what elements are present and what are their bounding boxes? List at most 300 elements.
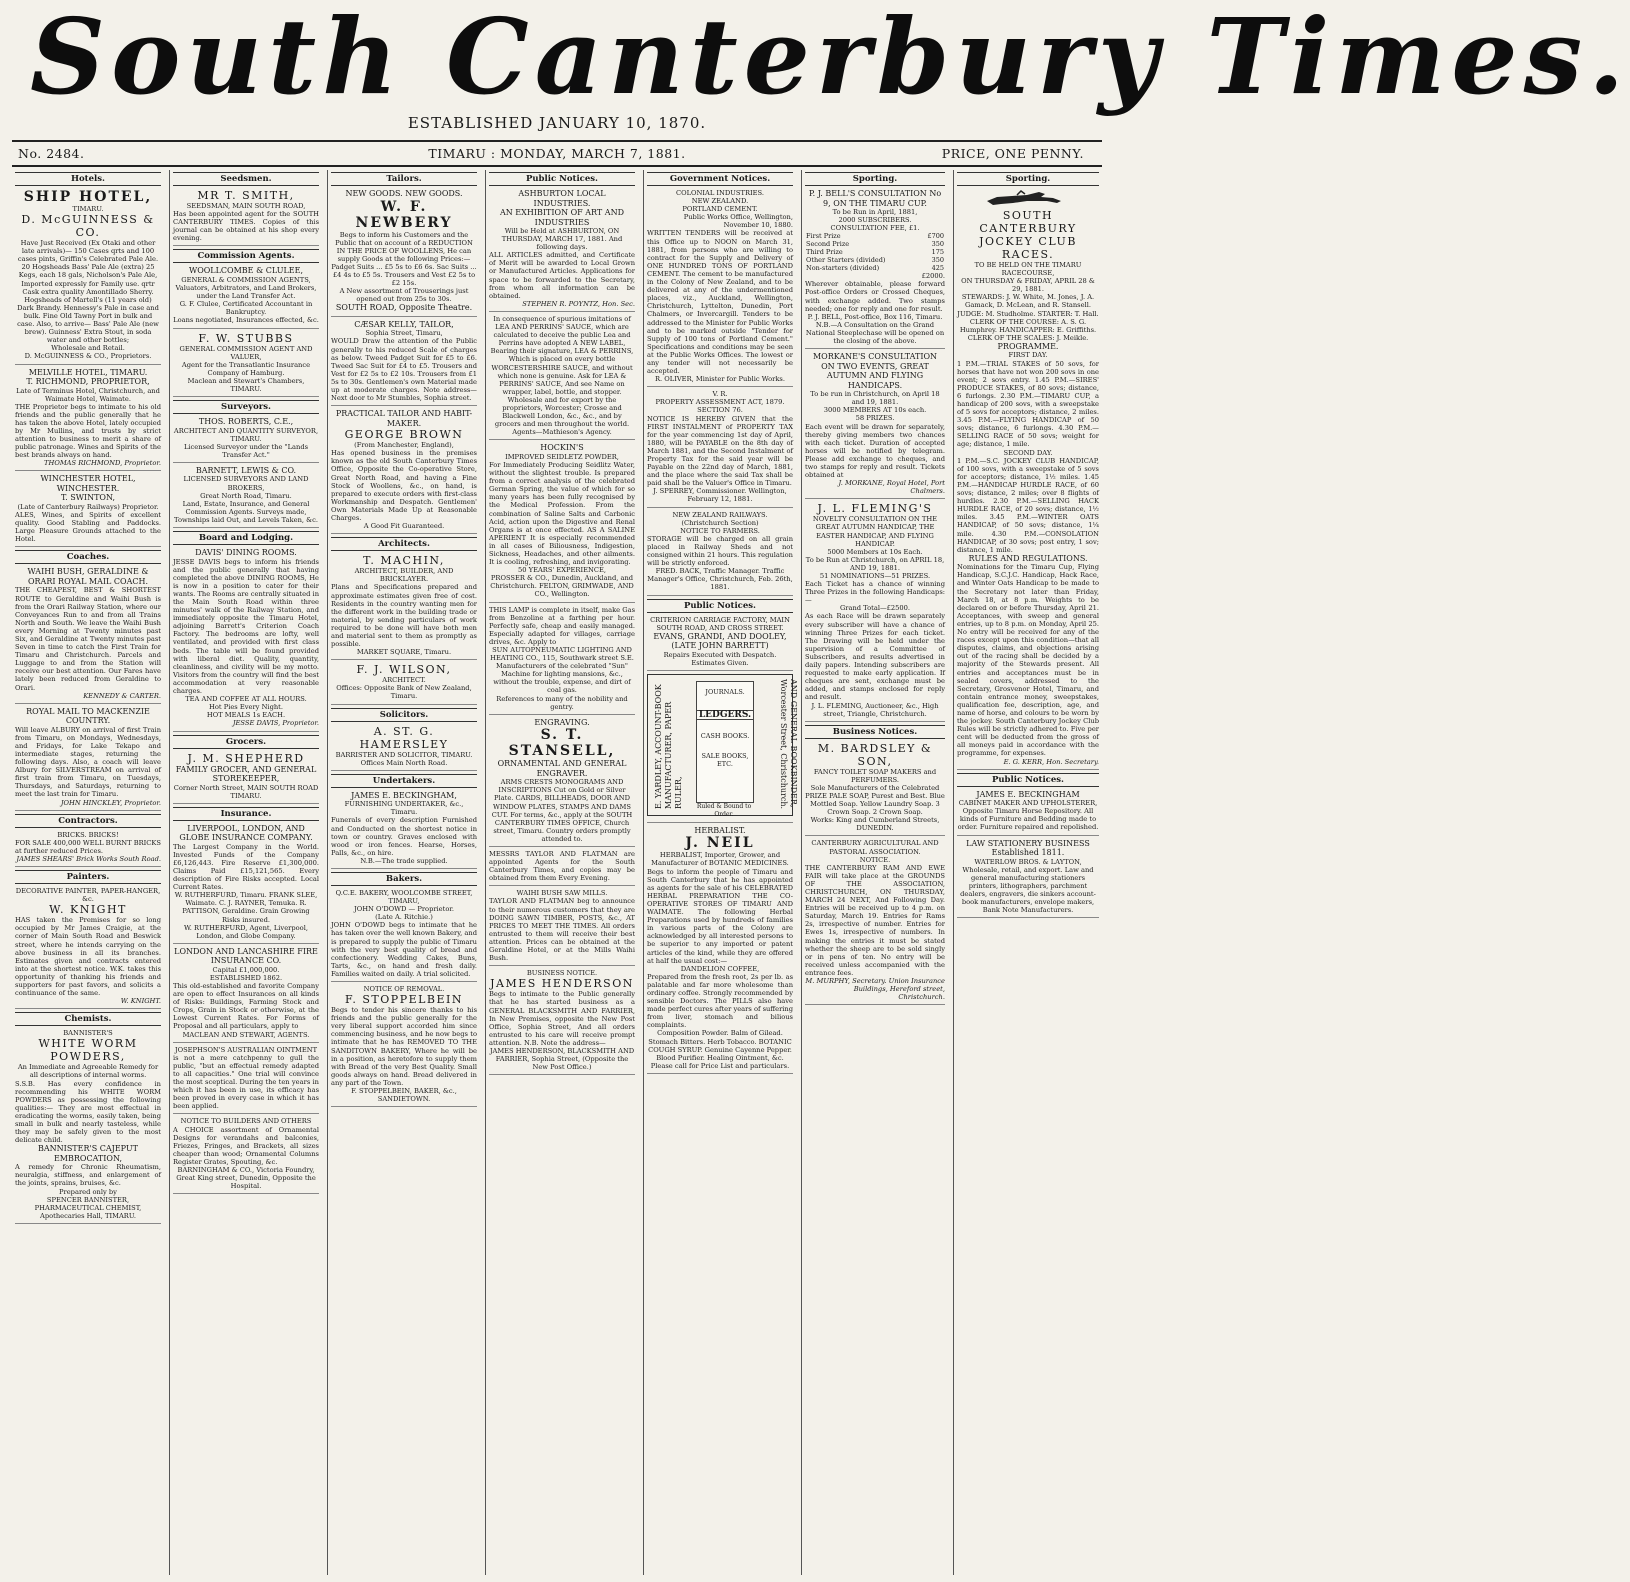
ad-winchester — [15, 474, 161, 547]
ad-body: JOHN O'DOWD begs to intimate that he has taken over the well known Bakery, and is prepared to supply the public of Timaru with the very best quality of bread and confectionery. Wedding Cakes, Buns, Tarts, &c., on hand and fresh daily. Families waited on daily. A trial solicited. — [331, 921, 477, 978]
ad-held: Will be Held at ASHBURTON, ON THURSDAY, MARCH 17, 1881. And following days. — [501, 227, 623, 252]
ad-title: ROYAL MAIL TO MACKENZIE COUNTRY. — [26, 706, 150, 726]
column-4 — [485, 170, 638, 1575]
section-heading-government: Government Notices. — [647, 172, 793, 186]
ad-date: To be Run in April, 1881, — [832, 208, 918, 216]
ad-experience: 50 YEARS' EXPERIENCE, — [518, 566, 606, 575]
ad-subtitle: AN EXHIBITION OF ART AND INDUSTRIES — [499, 208, 624, 227]
ad-title: DECORATIVE PAINTER, PAPER-HANGER, &c. — [15, 887, 161, 904]
ad-name: JOHN O'DOWD — Proprietor. — [354, 905, 454, 914]
section-heading-grocers: Grocers. — [173, 735, 319, 749]
ad-title: SOUTH CANTERBURY JOCKEY CLUB RACES. — [979, 209, 1077, 261]
ad-date: ON THURSDAY & FRIDAY, APRIL 28 & 29, 1881. — [961, 277, 1095, 294]
ad-body: Licensed Surveyor under the "Lands Transfer Act." — [183, 442, 309, 459]
ad-body: NOTICE IS HEREBY GIVEN that the FIRST INSTALMENT of PROPERTY TAX for the year commencing 1st day of April, 1880, will be PAYABLE on the 8th day of March 1881, and the Second Instalment of Property Tax for the said year will be Payable on the 22nd day of March, 1881, and the place where the said Tax shall be paid shall be the Valuer's Office in Timaru. — [647, 414, 793, 488]
ad-body: THE CHEAPEST, BEST & SHORTEST ROUTE to Geraldine and Waihi Bush is from the Orari Railway Station, where our Conveyances Run to and from all Trains North and South. We leave the Waihi Bush every Morning at Twenty minutes past Six, and Geraldine at Twenty minutes past Seven in time to catch the First Train for Timaru and Christchurch. Parcels and Luggage to and from the Station will receive our best attention. Our Fares have lately been reduced from Geraldine to Orari. — [15, 586, 161, 692]
ad-footer: N.B.—The trade supplied. — [360, 856, 448, 865]
ad-footer: A New assortment of Trouserings just opened out from 25s to 30s. — [339, 287, 469, 304]
ad-sawmills — [489, 889, 635, 966]
section-heading-business: Business Notices. — [805, 725, 945, 739]
ad-title: NOTICE TO BUILDERS AND OTHERS — [180, 1117, 312, 1126]
ad-signature: PROSSER & CO., Dunedin, Auckland, and Christchurch. FELTON, GRIMWADE, AND CO., Wellington. — [490, 574, 634, 599]
ad-name: THOS. ROBERTS, C.E., — [198, 417, 294, 427]
ad-bricks — [15, 831, 161, 867]
prize-amount: 175 — [931, 248, 944, 257]
ad-lea-perrins — [489, 315, 635, 440]
prize-label: Third Prize — [806, 248, 843, 257]
ad-signature: THOMAS RICHMOND, Proprietor. — [44, 459, 161, 468]
ad-subtitle: An Immediate and Agreeable Remedy for all descriptions of internal worms. — [17, 1063, 159, 1080]
ad-fleming — [805, 502, 945, 721]
ad-subscribers: 2000 SUBSCRIBERS. — [838, 216, 912, 225]
ad-vertical-title: E. YARDLEY, ACCOUNT-BOOK MANUFACTURER, PAPER RULER, — [654, 684, 683, 809]
column-7 — [953, 170, 1102, 1575]
ad-body: GENERAL & COMMISSION AGENTS, Valuators, Arbitrators, and Land Brokers, under the Land Transfer Act. — [175, 275, 317, 301]
ad-name: J. M. SHEPHERD — [187, 751, 305, 765]
ad-body: Begs to intimate to the Public generally that he has started business as a GENERAL BLACKSMITH AND FARRIER, In New Premises, opposite the New Post Office, Sophia Street, And all orders entrusted to his care will receive prompt attention. N.B. Note the address— — [489, 990, 635, 1047]
ad-pastoral — [805, 839, 945, 1005]
ad-signature: W. KNIGHT. — [120, 997, 161, 1006]
ad-officials: JUDGE: M. Studholme. STARTER: T. Hall. CLERK OF THE COURSE: A. S. G. Humphrey. HANDICAPPER: E. Griffiths. CLERK OF THE SCALES: J. Meikle. — [957, 309, 1099, 342]
ad-body: Begs to inform his Customers and the Public that on account of a REDUCTION IN THE PRICE OF WOOLLENS, He can supply Goods at the following Prices:— — [335, 230, 473, 263]
ad-kicker: ENGRAVING. — [534, 717, 590, 727]
column-6 — [801, 170, 948, 1575]
ad-prices: Padget Suits ... £5 5s to £6 6s. Sac Suits ... £4 4s to £5 5s. Trousers and Vest £2 5s to £2 15s. — [331, 262, 477, 288]
ad-notice: NOTICE. — [859, 855, 891, 864]
section-heading-board: Board and Lodging. — [173, 531, 319, 545]
ad-title: P. J. BELL'S CONSULTATION No 9, ON THE TIMARU CUP. — [808, 189, 942, 208]
ad-lamp — [489, 606, 635, 715]
column-1 — [12, 170, 164, 1575]
ad-bell — [805, 189, 945, 349]
ad-signature: SUN AUTOPNEUMATIC LIGHTING AND HEATING CO., 115, Southwark street S.E. Manufacturers of the celebrated "Sun" Machine for lighting mansions, &c., without the trouble, expense, and dirt of coal gas. — [490, 646, 634, 695]
ad-subtitle: GENERAL COMMISSION AGENT AND VALUER, — [179, 344, 313, 361]
ad-address: Offices Main North Road. — [360, 758, 448, 767]
ad-name: T. SWINTON, — [60, 493, 116, 503]
ad-names: EVANS, GRANDI, AND DOOLEY, (LATE JOHN BARRETT) — [653, 631, 787, 651]
ad-subtitle: HERBALIST, Importer, Grower, and Manufacturer of BOTANIC MEDICINES. — [651, 851, 789, 868]
ad-prepared: Prepared only by — [59, 1187, 117, 1196]
ad-body: Begs to tender his sincere thanks to his friends and the public generally for the very liberal support accorded him since commencing business, and he now begs to intimate that he has REMOVED TO THE SANDITOWN BAKERY, Where he will be in a position, as heretofore to supply them with Bread of the very Best Quality. Small goods always on hand. Bread delivered in any part of the Town. — [331, 1006, 477, 1087]
ad-body: Repairs Executed with Despatch. Estimates Given. — [663, 650, 777, 667]
ad-name: JAMES HENDERSON — [490, 977, 634, 991]
ad-subtitle: FAMILY GROCER, AND GENERAL STOREKEEPER, — [175, 764, 317, 783]
ledger-panel — [647, 674, 798, 818]
section-heading-tailors: Tailors. — [331, 172, 477, 186]
ad-name: W. F. NEWBERY — [355, 198, 453, 231]
ad-footer: Loans negotiated, Insurances effected, &c. — [173, 316, 319, 325]
prize-amount: £700 — [927, 232, 944, 241]
prize-amount: 425 — [931, 264, 944, 273]
programme-heading: PROGRAMME. — [997, 341, 1059, 351]
prize-row — [805, 232, 945, 240]
ad-product: DANDELION COFFEE, — [680, 964, 760, 973]
prize-row — [805, 264, 945, 272]
ad-stubbs — [173, 332, 319, 398]
section-heading-chemists: Chemists. — [15, 1012, 161, 1026]
section-heading-public-2: Public Notices. — [957, 773, 1099, 787]
ad-smith — [173, 189, 319, 246]
ad-notice: NOTICE TO FARMERS. — [680, 526, 760, 535]
ad-title: WAIHI BUSH SAW MILLS. — [516, 889, 608, 898]
ad-body: THE CANTERBURY RAM AND EWE FAIR will take place at the GROUNDS OF THE ASSOCIATION, CHRISTCHURCH, ON THURSDAY, MARCH 24 NEXT, And Following Day. Entries will be received up to 4 p.m. on Saturday, March 19. Entries for Rams 2s, irrespective of number. Entries for Ewes 1s, irrespective of numbers. In making the entries it must be stated whether the sheep are to be sold singly or in pens of ten. No entry will be received unless accompanied with the entrance fees. — [805, 863, 945, 977]
ad-body: Land, Estate, Insurance, and General Commission Agents. Surveys made, Townships laid Out, and Levels Taken, &c. — [174, 499, 318, 524]
ad-title: PRACTICAL TAILOR AND HABIT-MAKER. — [335, 409, 473, 428]
ad-title: CANTERBURY AGRICULTURAL AND PASTORAL ASSOCIATION. — [811, 839, 939, 856]
prize-label: Second Prize — [806, 240, 850, 249]
ad-references: References to many of the nobility and gentry. — [496, 694, 628, 711]
prize-row — [805, 240, 945, 248]
ad-vr: V. R. — [712, 390, 728, 399]
ad-subtitle: FURNISHING UNDERTAKER, &c., Timaru. — [344, 800, 464, 817]
ad-body: ALL ARTICLES admitted, and Certificate of Merit will be awarded to Local Grown or Manufactured Articles. Applications for space to be forwarded to the Secretary, from whom all information can be obtained. — [489, 251, 635, 300]
ad-signature: KENNEDY & CARTER. — [83, 691, 161, 700]
top-rule — [12, 140, 1102, 142]
ad-body: ALES, Wines, and Spirits of excellent quality. Good Stabling and Paddocks. Large Pleasure Grounds attached to the Hotel. — [15, 511, 161, 544]
ad-henderson — [489, 969, 635, 1075]
ad-name: MR T. SMITH, — [197, 189, 295, 202]
ad-title: PORTLAND CEMENT. — [682, 205, 758, 214]
ad-body: is not a mere catchpenny to gull the public, "but an effectual remedy adapted to all capacities." One trial will convince the most sceptical. During the ten years in which it has been in use, its efficacy has been proved in every case in which it has been applied. — [173, 1053, 319, 1111]
column-3 — [327, 170, 480, 1575]
ad-signature: W. RUTHERFURD, Agent, Liverpool, London, and Globe Company. — [184, 923, 308, 940]
ad-body: For Immediately Producing Seidlitz Water, without the slightest trouble. Is prepared from a correct analysis of the celebrated German Spring, the value of which for so many years has been fully recognised by the Medical Profession. From the combination of Saline Salts and Carbonic Acid, action upon the Digestive and Renal Organs is at once effected. AS A SALINE APERIENT It is especially recommended in all cases of Biliousness, Indigestion, Sickness, Headaches, and other ailments. It is cooling, refreshing, and invigorating. — [489, 460, 635, 567]
ledger-sale: SALE BOOKS, ETC. — [701, 752, 749, 769]
ad-country: NEW ZEALAND. — [691, 197, 749, 206]
ad-subtitle: ARCHITECT, BUILDER, AND BRICKLAYER. — [354, 567, 454, 584]
ad-body: S.S.B. Has every confidence in recommending his WHITE WORM POWDERS as possessing the following qualities:— They are most effectual in eradicating the worms, easily taken, being small in bulk and nearly tasteless, while they may be safely given to the most delicate child. — [15, 1079, 161, 1145]
prize-label: First Prize — [806, 232, 841, 241]
ad-knight — [15, 887, 161, 1009]
second-day-body: 1 P.M.—S.C. JOCKEY CLUB HANDICAP, of 100 sovs, with a sweepstake of 5 sovs for acceptors; distance, 1½ miles. 1.45 P.M.—HANDICAP HURDLE RACE, of 60 sovs; distance, 2 miles; over 8 flights of hurdles. 2.30 P.M.—SELLING HACK HURDLE RACE, of 20 sovs; distance, 1½ miles. 3.45 P.M.—WINTER OATS HANDICAP, of 50 sovs; distance, 1¼ mile. 4.30 P.M.—CONSOLATION HANDICAP, of 30 sovs; post entry, 1 sov; distance, 1 mile. — [957, 456, 1099, 554]
ad-footer: Please call for Price List and particulars. — [650, 1061, 790, 1070]
ad-body: Funerals of every description Furnished and Conducted on the shortest notice in town or country. Graves enclosed with wood or iron fences. Hearse, Horses, Palls, &c., on hire. — [331, 816, 477, 857]
ad-body: WRITTEN TENDERS will be received at this Office up to NOON on March 31, 1881, from persons who are willing to contract for the Supply and Delivery of ONE HUNDRED TONS OF PORTLAND CEMENT. The cement to be manufactured in the Colony of New Zealand, and to be delivered at any of the undermentioned places, viz., Auckland, Wellington, Christchurch, Lyttelton, Dunedin, Port Chalmers, or Invercargill. Tenders to be addressed to the Minister for Public Works and to be marked outside "Tender for Supply of 100 tons of Portland Cement." Specifications and conditions may be seen at the Public Works Offices. The lowest or any tender will not necessarily be accepted. — [647, 229, 793, 376]
ad-woollcombe — [173, 266, 319, 328]
ad-signature: SPENCER BANNISTER, PHARMACEUTICAL CHEMIST, — [34, 1195, 142, 1212]
ad-name: S. T. STANSELL, — [508, 727, 616, 760]
ad-subtitle: (Christchurch Section) — [681, 518, 759, 527]
dateline-rule — [12, 165, 1102, 167]
ad-title: CRITERION CARRIAGE FACTORY, MAIN SOUTH ROAD, AND CROSS STREET. — [650, 615, 790, 632]
ad-subtitle: FANCY TOILET SOAP MAKERS and PERFUMERS. — [813, 767, 937, 784]
ad-name: JAMES E. BECKINGHAM — [976, 789, 1080, 799]
prize-row — [805, 248, 945, 256]
ad-stewards: STEWARDS: J. W. White, M. Jones, J. A. Gamack, D. McLean, and R. Stansell. — [961, 293, 1095, 310]
ad-body: WATERLOW BROS. & LAYTON, Wholesale, retail, and export. Law and general manufacturing stationers printers, lithographers, parchment dealers, engravers, die sinkers account-book manufacturers, envelope makers, — [960, 857, 1096, 906]
ledger-ruled: Ruled & Bound to Order. — [696, 802, 752, 818]
ad-agents: W. RUTHERFURD, Timaru. FRANK SLEE, Waimate. C. J. RAYNER, Temuka. R. PATTISON, Geraldine. Grain Growing Risks insured. — [174, 891, 318, 924]
ad-signature: Bank Note Manufacturers. — [982, 906, 1074, 915]
ad-body: Begs to inform the people of Timaru and South Canterbury that he has appointed as agents for the sale of his CELEBRATED HERBAL PREPARATION THE CO-OPERATIVE STORES OF TIMARU AND WAIMATE. The following Herbal Preparations used by hundreds of families in various parts of the Colony are acknowledged by all interested persons to be superior to any imported or patent articles of the kind, while they are offered at half the usual cost:— — [647, 867, 793, 965]
ad-liverpool — [173, 824, 319, 944]
section-heading-surveyors: Surveyors. — [173, 400, 319, 414]
ad-body: THIS LAMP is complete in itself, make Gas from Benzoline at a farthing per hour. Perfectly safe, cheap and easily managed. Especially adapted for villages, carriage drives, &c. Apply to — [489, 605, 635, 646]
ad-title: ASHBURTON LOCAL INDUSTRIES. — [518, 189, 606, 208]
ad-vertical-right: AND GENERAL BOOKBINDER, Worcester Street, Christchurch. — [779, 678, 798, 809]
ad-beckingham-2 — [957, 790, 1099, 836]
ad-name: M. BARDSLEY & SON, — [817, 741, 933, 768]
ad-subtitle: LICENSED SURVEYORS AND LAND BROKERS, — [183, 475, 309, 492]
section-heading-commission: Commission Agents. — [173, 249, 319, 263]
section-heading-sporting: Sporting. — [805, 172, 945, 186]
ad-title: BRICKS. BRICKS! — [57, 830, 119, 839]
ad-signature: G. F. Clulee, Certificated Accountant in Bankruptcy. — [179, 300, 313, 317]
ad-kicker: BANNISTER'S — [63, 1029, 113, 1038]
ad-name: F. STOPPELBEIN — [344, 993, 464, 1007]
section-heading-hotels: Hotels. — [15, 172, 161, 186]
ad-subtitle: SEEDSMAN, MAIN SOUTH ROAD, — [186, 202, 306, 210]
ad-brown — [331, 409, 477, 534]
ad-richmond — [15, 368, 161, 472]
ad-meals: HOT MEALS 1s EACH. — [206, 711, 286, 720]
ad-body: TAYLOR AND FLATMAN beg to announce to their numerous customers that they are DOING SAWN TIMBER, POSTS, &c., AT PRICES TO MEET THE TIMES. All orders entrusted to them will receive their best attention. Prices can be obtained at the Geraldine Hotel, or at the Mills Waihi Bush. — [489, 897, 635, 963]
issue-date: TIMARU : MONDAY, MARCH 7, 1881. — [428, 146, 686, 161]
ad-body: THE Proprietor begs to intimate to his old friends and the public generally that he has taken the above Hotel, lately occupied by Mr Mullins, and trusts by strict attention to business to merit a share of public patronage. Wines and Spirits of the best brands always on hand. — [15, 402, 161, 460]
column-2 — [169, 170, 322, 1575]
dateline — [0, 146, 1114, 164]
ad-title: LAW STATIONERY BUSINESS Established 1811. — [966, 838, 1090, 857]
ad-kicker: NEW GOODS. NEW GOODS. — [345, 189, 463, 198]
ad-members: 3000 MEMBERS AT 10s each. — [823, 406, 927, 415]
ad-subtitle: ARCHITECT. — [382, 676, 426, 685]
ad-signature: E. G. KERR, Hon. Secretary. — [1003, 757, 1099, 766]
prize-label: Other Starters (divided) — [806, 256, 886, 265]
ad-signature: MACLEAN AND STEWART, AGENTS. — [182, 1030, 310, 1039]
ad-name: D. McGUINNESS & CO. — [21, 213, 155, 240]
ad-yardley — [647, 674, 798, 823]
ad-subtitle: Late of Terminus Hotel, Christchurch, and Waimate Hotel, Waimate. — [16, 386, 160, 403]
ad-law-stationery — [957, 839, 1099, 919]
ad-name: W. KNIGHT — [49, 903, 127, 917]
ad-title: WINCHESTER HOTEL, WINCHESTER. — [40, 474, 136, 493]
ad-subtitle: (Late of Canterbury Railways) Proprietor. — [17, 502, 159, 511]
rules-heading: RULES AND REGULATIONS. — [968, 553, 1088, 563]
ad-body-2: As each Race will be drawn separately every subscriber will have a chance of winning Three Prizes for each ticket. The Drawing will be held under the supervision of a Committee of Subscribers, and results advertised in daily papers. Intending subscribers are requested to make early application. If cheques are sent, exchange must be added, and stamps enclosed for reply and result. — [805, 612, 945, 702]
prize-total: £2000. — [921, 272, 945, 281]
ad-stansell — [489, 718, 635, 847]
ad-title: MORKANE'S CONSULTATION ON TWO EVENTS, GREAT AUTUMN AND FLYING HANDICAPS. — [812, 352, 938, 390]
ad-title: PROPERTY ASSESSMENT ACT, 1879. SECTION 76. — [655, 398, 785, 415]
ad-signature: M. MURPHY, Secretary. Union Insurance Buildings, Hereford street, Christchurch. — [805, 977, 945, 1002]
ad-body: Has opened business in the premises known as the old South Canterbury Times Office, Opposite the Co-operative Store, Great North Road, and having a Fine Stock of Woollens, &c., on hand, is prepared to execute orders with first-class Workmanship and Despatch. Gentlemen' Own Materials Made Up at Reasonable Charges. — [331, 449, 477, 523]
rules-body: Nominations for the Timaru Cup, Flying Handicap, S.C.J.C. Handicap, Hack Race, and Winter Oats Handicap to be made to the Secretary not later than Friday, March 18, at 8 p.m. Weights to be declared on or before Thursday, April 21. Acceptances, with sweep and general entries, up to 8 p.m. on Monday, April 25. No entry will be received for any of the races except upon this condition—that all disputes, claims, and objections arising out of the racing shall be decided by a majority of the Stewards present. All entries and acceptances must be in sealed covers, addressed to the Secretary, Grosvenor Hotel, Timaru, and contain entrance money, sweepstakes, qualification fee, description, age, and name of horse, and colours to be worn by the jockey. South Canterbury Jockey Club Rules will be strictly adhered to. Five per cent will be deducted from the gross of all moneys paid in accordance with the programme, for expenses. — [957, 563, 1099, 758]
ad-works: Works: King and Cumberland Streets, DUNEDIN. — [810, 816, 940, 833]
columns — [12, 170, 1102, 1575]
ad-body: Sole Manufacturers of the Celebrated PRIZE PALE SOAP, Purest and Best. Blue Mottled Soap. Yellow Laundry Soap. 3 Crown Soap. 2 Crown Soap. — [805, 783, 945, 817]
ad-signature: D. McGUINNESS & CO., Proprietors. — [24, 352, 152, 361]
ad-mackenzie — [15, 707, 161, 811]
ad-capital: Capital £1,000,000. — [212, 965, 280, 974]
ad-title: WHITE WORM POWDERS, — [38, 1037, 138, 1064]
ad-name: WOOLLCOMBE & CLULEE, — [188, 266, 304, 276]
ad-body: HAS taken the Premises for so long occupied by Mr James Craigie, at the corner of Main South Road and Beswick street, where he intends carrying on the above business in all its branches. Estimates given and contracts entered into at the shortest notice. W.K. takes this opportunity of thanking his friends and supporters for past favors, and solicits a continuance of the same. — [15, 916, 161, 998]
ad-signature: J. L. FLEMING, Auctioneer, &c., High street, Triangle, Christchurch. — [811, 701, 939, 718]
ad-subtitle: BARRISTER AND SOLICITOR, TIMARU. — [335, 750, 473, 759]
ad-stoppelbein — [331, 985, 477, 1107]
ad-signature: J. MORKANE, Royal Hotel, Port Chalmers. — [838, 479, 945, 496]
column-5 — [643, 170, 796, 1575]
ad-name: F. J. WILSON, — [356, 663, 452, 677]
ad-builders — [173, 1117, 319, 1194]
ad-subtitle: IMPROVED SEIDLETZ POWDER, — [505, 452, 619, 461]
ad-late: (Late A. Ritchie.) — [375, 913, 433, 922]
prize-label: Non-starters (divided) — [806, 264, 880, 273]
ad-body: Each Ticket has a chance of winning Three Prizes in the following Handicaps:— — [805, 580, 945, 605]
ledger-cash: CASH BOOKS. — [700, 732, 750, 741]
ad-title: DAVIS' DINING ROOMS. — [195, 548, 297, 558]
ad-signature: P. J. BELL, Post-office, Box 116, Timaru. N.B.—A Consultation on the Grand National Steeplechase will be opened on the closing of the above. — [805, 312, 945, 346]
ad-hamersley — [331, 725, 477, 771]
prize-row — [805, 256, 945, 264]
ad-roberts — [173, 417, 319, 463]
ad-kelly — [331, 320, 477, 406]
issue-price: PRICE, ONE PENNY. — [941, 146, 1084, 161]
prize-amount: 350 — [931, 240, 944, 249]
ad-beckingham — [331, 791, 477, 869]
ad-ointment — [173, 1046, 319, 1115]
ad-signature: JAMES HENDERSON, BLACKSMITH AND FARRIER, Sophia Street, (Opposite the New Post Office.) — [489, 1046, 635, 1072]
ad-name: GEORGE BROWN — [344, 428, 464, 442]
prize-table — [805, 232, 945, 272]
ad-body: Agent for the Transatlantic Insurance Company of Hamburg. — [181, 360, 311, 377]
ad-office: Public Works Office, Wellington, November 10, 1880. — [683, 213, 793, 230]
ledger-journals: JOURNALS. — [705, 687, 745, 696]
ad-property-assessment — [647, 390, 793, 507]
ad-title: NEW ZEALAND RAILWAYS. — [672, 510, 768, 519]
ad-odowd — [331, 889, 477, 982]
ad-body: STORAGE will be charged on all grain placed in Railway Sheds and not consigned within 21 hours. This regulation will be strictly enforced. — [647, 534, 793, 568]
issue-number: No. 2484. — [18, 146, 85, 161]
ad-shepherd — [173, 752, 319, 804]
section-heading-public: Public Notices. — [647, 599, 793, 613]
section-heading-architects: Architects. — [331, 537, 477, 551]
ad-address: Apothecaries Hall, TIMARU. — [40, 1211, 136, 1220]
ad-signature: Agents—Mathieson's Agency. — [512, 428, 612, 437]
ad-mcguinness — [15, 189, 161, 365]
ad-machin — [331, 554, 477, 660]
ad-address: SOUTH ROAD, Opposite Theatre. — [335, 303, 473, 313]
ad-body: CABINET MAKER AND UPHOLSTERER, Opposite Timaru Horse Repository. All kinds of Furniture and Bedding made to order. Furniture repaired and repolished. — [957, 799, 1099, 832]
ad-name: JAMES E. BECKINGHAM, — [351, 790, 457, 800]
section-heading-contractors: Contractors. — [15, 814, 161, 828]
ad-ashburton — [489, 189, 635, 312]
ad-body-2: Prepared from the fresh root, 2s per lb. as palatable and far more wholesome than ordinary coffee. Strongly recommended by sensible Doctors. The PILLS also have made perfect cures after years of suffering from liver, stomach and bilious complaints. — [647, 972, 793, 1030]
ad-davis — [173, 548, 319, 731]
ad-tea: TEA AND COFFEE AT ALL HOURS. — [185, 695, 307, 704]
ad-body-2: A remedy for Chronic Rheumatism, neuralgia, stiffness, and enlargement of the joints, sprains, bruises, &c. — [15, 1163, 161, 1188]
ledger-title: LEDGERS. — [698, 709, 752, 720]
section-heading-sporting-2: Sporting. — [957, 172, 1099, 186]
ad-footer: A Good Fit Guaranteed. — [363, 522, 445, 531]
ad-signature: JAMES SHEARS' Brick Works South Road. — [16, 854, 161, 863]
ad-name: CÆSAR KELLY, TAILOR, — [354, 319, 454, 329]
ad-waihi-coach — [15, 567, 161, 703]
ad-total: Grand Total—£2500. — [839, 604, 911, 613]
ad-title: MELVILLE HOTEL, TIMARU. — [28, 367, 148, 377]
ad-date: To be Run at Christchurch, on APRIL 18, AND 19, 1881. — [805, 555, 945, 572]
ad-barnett — [173, 466, 319, 528]
ad-name: BARNETT, LEWIS & CO. — [195, 465, 297, 475]
ad-signature: STEPHEN R. POYNTZ, Hon. Sec. — [522, 299, 635, 308]
ad-nominations: 51 NOMINATIONS—51 PRIZES. — [819, 572, 931, 580]
section-heading-public: Public Notices. — [489, 172, 635, 186]
masthead — [0, 0, 1630, 150]
ad-body: FOR SALE 400,000 WELL BURNT BRICKS at further reduced Prices. — [15, 838, 161, 855]
section-heading-bakers: Bakers. — [331, 872, 477, 886]
ad-address: Corner North Street, MAIN SOUTH ROAD TIMARU. — [173, 783, 319, 800]
ad-address: Great North Road, Timaru. — [200, 491, 292, 500]
section-heading-coaches: Coaches. — [15, 550, 161, 564]
ad-name: J. L. FLEMING'S — [817, 502, 933, 516]
ad-bannister — [15, 1029, 161, 1224]
ad-body: WOULD Draw the attention of the Public generally to his reduced Scale of charges as below. Tweed Padget Suit for £5 to £6. Tweed Sac Suit for £4 to £5. Trousers and Vest for £2 5s to £2 10s. Trousers from £1 5s to 30s. Gentlemen's own Material made up at moderate charges. Note address—Next door to Mr Stumbles, Sophia street. — [331, 337, 477, 403]
ad-signature: BARNINGHAM & CO., Victoria Foundry, Great King street, Dunedin, Opposite the Hospital. — [176, 1165, 316, 1191]
ledger-illustration — [696, 681, 754, 803]
ad-body: ARMS CRESTS MONOGRAMS AND INSCRIPTIONS Cut on Gold or Silver Plate. CARDS, BILLHEADS, DOOR AND WINDOW PLATES, STAMPS AND DAMS CUT. For terms, &c., apply at the SOUTH CANTERBURY TIMES OFFICE, Church street, Timaru. Country orders promptly attended to. — [491, 778, 633, 843]
ad-signature: FRED. BACK, Traffic Manager. Traffic Manager's Office, Christchurch, Feb. 26th, 1881. — [647, 567, 793, 592]
section-heading-painters: Painters. — [15, 870, 161, 884]
section-heading-solicitors: Solicitors. — [331, 708, 477, 722]
ad-body: Will leave ALBURY on arrival of first Train from Timaru, on Mondays, Wednesdays, and Fridays, for Lake Tekapo and intermediate stages, returning the following days. Also, a coach will leave Albury for SILVERSTREAM on arrival of first train from Timaru, on Tuesdays, Thursdays, and Saturdays, returning to meet the last train for Timaru. — [15, 725, 161, 799]
ad-footer: Wholesale and Retail. — [51, 344, 125, 353]
ad-members: 5000 Members at 10s Each. — [827, 547, 923, 556]
ad-address: MARKET SQUARE, Timaru. — [356, 648, 452, 657]
ad-body: Has been appointed agent for the SOUTH CANTERBURY TIMES. Copies of this journal can be obtained at his shop every evening. — [173, 210, 319, 243]
ad-date: To be run in Christchurch, on April 18 and 19, 1881. — [810, 390, 940, 407]
ad-name: T. MACHIN, — [363, 554, 445, 568]
ad-neil — [647, 826, 793, 1074]
ad-title: Q.C.E. BAKERY, WOOLCOMBE STREET, TIMARU, — [335, 888, 473, 906]
ad-title: JOSEPHSON'S AUSTRALIAN OINTMENT — [174, 1045, 318, 1054]
ad-name: F. W. STUBBS — [198, 331, 294, 345]
established-line: ESTABLISHED JANUARY 10, 1870. — [407, 114, 707, 132]
ad-portland-cement — [647, 189, 793, 387]
ad-newbery — [331, 189, 477, 317]
ad-body: Have Just Received (Ex Otaki and other late arrivals)— 150 Cases qrts and 100 cases pints, Griffin's Celebrated Pale Ale. 20 Hogsheads Bass' Pale Ale (extra) 25 Kegs, each 18 gals, Nicholson's Pale Ale, Imported expressly for Family use. qrtr Cask extra quality Amontillado Sherry. Hogsheads of Martell's (11 years old) Dark Brandy. Hennessy's Pale in case and bulk. Fine Old Tawny Port in bulk and case. Also, to arrive— Bass' Pale Ale (new brew). Guinness' Extra Stout, in soda water and other bottles; — [17, 239, 159, 345]
prize-amount: 350 — [931, 256, 944, 265]
ad-subtitle: ORNAMENTAL AND GENERAL ENGRAVER. — [497, 759, 627, 778]
ad-hot: Hot Pies Every Night. — [209, 703, 283, 712]
ad-title: LONDON AND LANCASHIRE FIRE INSURANCE CO. — [174, 946, 318, 966]
ad-place: TIMARU. — [72, 205, 104, 213]
section-heading-undertakers: Undertakers. — [331, 774, 477, 788]
ad-title-2: BANNISTER'S CAJEPUT EMBROCATION, — [38, 1144, 138, 1163]
ad-title: WAIHI BUSH, GERALDINE & ORARI ROYAL MAIL COACH. — [27, 567, 149, 586]
ad-jockey-club — [957, 209, 1099, 770]
ad-subtitle: (From Manchester, England), — [354, 441, 454, 450]
ad-body: Wherever obtainable, please forward Post-office Orders or Crossed Cheques, with exchange added. Two stamps needed; one for reply and one for result. — [805, 280, 945, 313]
ad-signature: JOHN HINCKLEY, Proprietor. — [60, 798, 161, 807]
ad-title: SHIP HOTEL, — [23, 189, 153, 205]
ad-fee: CONSULTATION FEE, £1. — [830, 224, 920, 233]
ad-list: Composition Powder. Balm of Gilead. Stomach Bitters. Herb Tobacco. BOTANIC COUGH SYRUP. Genuine Cayenne Pepper. Blood Purifier. Healing Ointment, &c. — [648, 1029, 792, 1062]
ad-body: MESSRS TAYLOR AND FLATMAN are appointed Agents for the South Canterbury Times, and copies may be obtained from them Every Evening. — [489, 850, 635, 883]
ad-name: HOCKIN'S — [540, 443, 584, 453]
ad-address: Sophia Street, Timaru, — [365, 329, 443, 338]
ad-railways — [647, 511, 793, 596]
ad-name: T. RICHMOND, PROPRIETOR, — [26, 377, 150, 386]
ad-lancashire — [173, 947, 319, 1043]
ad-established: ESTABLISHED 1862. — [209, 973, 283, 982]
ad-morkane — [805, 352, 945, 499]
ad-body: Plans and Specifications prepared and approximate estimates given free of cost. Residents in the country wanting men for the different work in the building trade or material, by sending particulars of work required to be done will have both men and material sent to them as promptly as possible. — [331, 583, 477, 649]
ad-signature: R. OLIVER, Minister for Public Works. — [655, 375, 785, 384]
ad-kicker: COLONIAL INDUSTRIES. — [676, 189, 764, 197]
ad-bardsley — [805, 742, 945, 837]
ad-hockin — [489, 443, 635, 602]
ad-body: This old-established and favorite Company are open to effect Insurances on all kinds of Risks: Buildings, Farming Stock and Crops, Grain in Stock or otherwise, at the Lowest Current Rates. For Forms of Proposal and all particulars, apply to — [173, 982, 319, 1031]
